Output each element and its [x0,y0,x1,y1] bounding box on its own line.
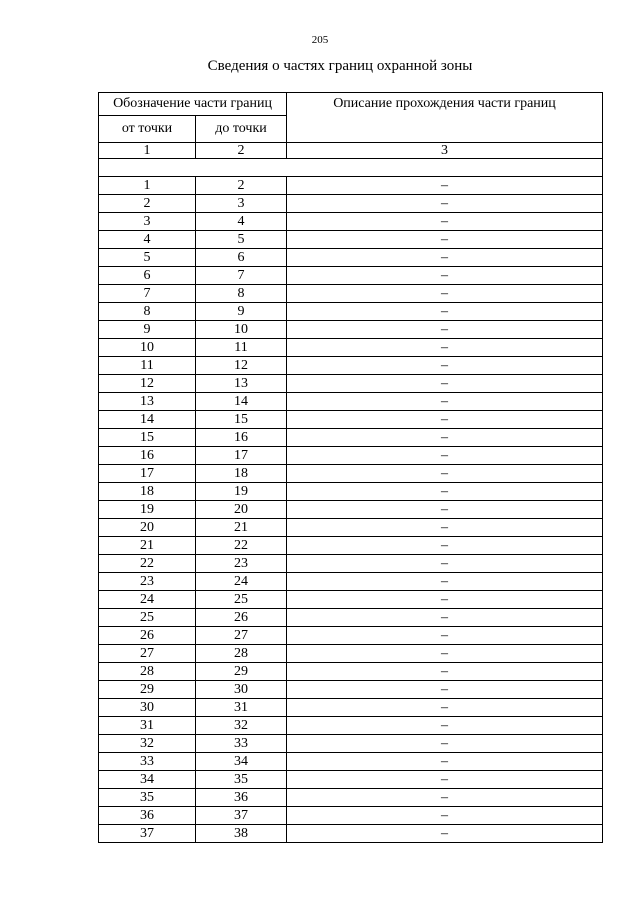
description-cell: – [287,285,603,303]
description-cell: – [287,429,603,447]
to-point-cell: 30 [196,681,287,699]
to-point-cell: 37 [196,807,287,825]
to-point-cell: 7 [196,267,287,285]
table-row [99,573,603,591]
table-row [99,825,603,843]
from-point-cell: 35 [99,789,196,807]
description-cell: – [287,699,603,717]
table-row [99,411,603,429]
to-point-cell: 27 [196,627,287,645]
to-point-cell: 23 [196,555,287,573]
description-cell: – [287,465,603,483]
page-number: 205 [311,34,329,46]
to-point-cell: 4 [196,213,287,231]
from-point-cell: 22 [99,555,196,573]
description-cell: – [287,339,603,357]
from-point-cell: 1 [99,177,196,195]
boundary-parts-table [98,92,603,843]
to-point-cell: 14 [196,393,287,411]
to-point-cell: 29 [196,663,287,681]
table-body [99,177,603,843]
to-point-cell: 35 [196,771,287,789]
description-cell: – [287,447,603,465]
to-point-cell: 28 [196,645,287,663]
table-row [99,231,603,249]
description-cell: – [287,195,603,213]
description-cell: – [287,501,603,519]
table-row [99,195,603,213]
column-number: 1 [99,143,196,159]
from-point-cell: 25 [99,609,196,627]
to-point-cell: 8 [196,285,287,303]
description-cell: – [287,717,603,735]
from-point-cell: 8 [99,303,196,321]
table-row [99,429,603,447]
table-row [99,393,603,411]
description-cell: – [287,681,603,699]
description-cell: – [287,267,603,285]
table-row [99,645,603,663]
from-point-cell: 9 [99,321,196,339]
description-cell: – [287,663,603,681]
description-cell: – [287,231,603,249]
to-point-cell: 9 [196,303,287,321]
table-row [99,357,603,375]
from-point-cell: 5 [99,249,196,267]
from-point-cell: 27 [99,645,196,663]
description-cell: – [287,609,603,627]
from-point-cell: 18 [99,483,196,501]
to-point-cell: 16 [196,429,287,447]
from-point-cell: 36 [99,807,196,825]
table-row [99,465,603,483]
to-point-cell: 3 [196,195,287,213]
to-point-cell: 20 [196,501,287,519]
from-point-cell: 3 [99,213,196,231]
to-point-cell: 13 [196,375,287,393]
description-cell: – [287,555,603,573]
from-point-cell: 23 [99,573,196,591]
table-row [99,537,603,555]
to-point-cell: 17 [196,447,287,465]
from-point-cell: 10 [99,339,196,357]
description-cell: – [287,357,603,375]
from-point-cell: 29 [99,681,196,699]
to-point-cell: 33 [196,735,287,753]
description-cell: – [287,789,603,807]
table-row [99,213,603,231]
description-cell: – [287,213,603,231]
column-number: 2 [196,143,287,159]
from-point-cell: 32 [99,735,196,753]
from-point-cell: 13 [99,393,196,411]
to-point-cell: 24 [196,573,287,591]
table-row [99,735,603,753]
table-row [99,789,603,807]
table-row [99,249,603,267]
description-cell: – [287,753,603,771]
description-cell: – [287,645,603,663]
from-point-cell: 7 [99,285,196,303]
description-cell: – [287,771,603,789]
to-point-cell: 25 [196,591,287,609]
from-point-cell: 14 [99,411,196,429]
description-cell: – [287,519,603,537]
table-row [99,339,603,357]
header-description: Описание прохождения части границ [287,93,603,143]
from-point-cell: 28 [99,663,196,681]
from-point-cell: 26 [99,627,196,645]
table-row [99,663,603,681]
from-point-cell: 34 [99,771,196,789]
from-point-cell: 21 [99,537,196,555]
description-cell: – [287,321,603,339]
table-row [99,807,603,825]
table-row [99,681,603,699]
description-cell: – [287,249,603,267]
from-point-cell: 31 [99,717,196,735]
to-point-cell: 26 [196,609,287,627]
to-point-cell: 6 [196,249,287,267]
table-row [99,303,603,321]
to-point-cell: 21 [196,519,287,537]
page-title: Сведения о частях границ охранной зоны [207,58,473,74]
from-point-cell: 19 [99,501,196,519]
table-row [99,375,603,393]
to-point-cell: 34 [196,753,287,771]
from-point-cell: 12 [99,375,196,393]
to-point-cell: 5 [196,231,287,249]
to-point-cell: 31 [196,699,287,717]
from-point-cell: 24 [99,591,196,609]
description-cell: – [287,303,603,321]
description-cell: – [287,483,603,501]
table-row [99,699,603,717]
from-point-cell: 37 [99,825,196,843]
to-point-cell: 10 [196,321,287,339]
header-boundary-designation: Обозначение части границ [99,93,287,116]
table-row [99,519,603,537]
table-row [99,591,603,609]
to-point-cell: 38 [196,825,287,843]
table-row [99,285,603,303]
to-point-cell: 18 [196,465,287,483]
description-cell: – [287,591,603,609]
table-row [99,717,603,735]
to-point-cell: 19 [196,483,287,501]
to-point-cell: 12 [196,357,287,375]
to-point-cell: 11 [196,339,287,357]
from-point-cell: 11 [99,357,196,375]
from-point-cell: 15 [99,429,196,447]
header-to-point: до точки [196,116,287,143]
table-row [99,609,603,627]
from-point-cell: 30 [99,699,196,717]
description-cell: – [287,807,603,825]
from-point-cell: 17 [99,465,196,483]
column-number: 3 [287,143,603,159]
from-point-cell: 20 [99,519,196,537]
from-point-cell: 6 [99,267,196,285]
to-point-cell: 15 [196,411,287,429]
description-cell: – [287,393,603,411]
from-point-cell: 16 [99,447,196,465]
description-cell: – [287,825,603,843]
to-point-cell: 32 [196,717,287,735]
header-from-point: от точки [99,116,196,143]
table-row [99,321,603,339]
description-cell: – [287,573,603,591]
table-row [99,555,603,573]
from-point-cell: 33 [99,753,196,771]
empty-separator-row [99,159,603,177]
description-cell: – [287,735,603,753]
from-point-cell: 2 [99,195,196,213]
table-row [99,627,603,645]
to-point-cell: 22 [196,537,287,555]
description-cell: – [287,537,603,555]
table-row [99,753,603,771]
description-cell: – [287,411,603,429]
table-row [99,483,603,501]
table-row [99,501,603,519]
table-row [99,447,603,465]
to-point-cell: 36 [196,789,287,807]
description-cell: – [287,627,603,645]
description-cell: – [287,177,603,195]
table-row [99,771,603,789]
table-row [99,177,603,195]
table-row [99,267,603,285]
from-point-cell: 4 [99,231,196,249]
description-cell: – [287,375,603,393]
to-point-cell: 2 [196,177,287,195]
